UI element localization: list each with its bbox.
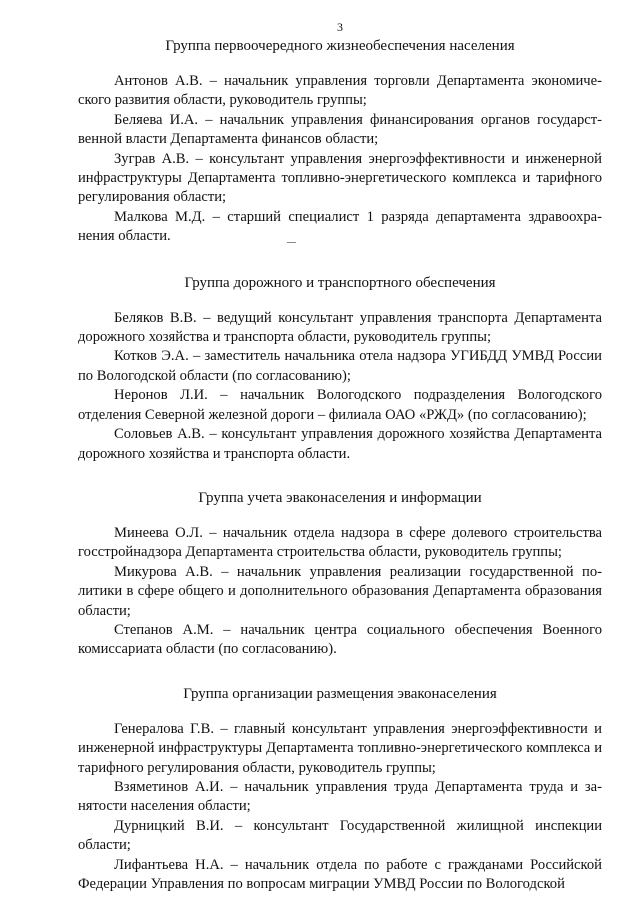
list-item: Лифантьева Н.А. – начальник отдела по работе с гражданами Российской Федерации Управления по вопросам миграции УМВД России по Вологодской <box>78 856 602 892</box>
section-evacuee-accommodation <box>78 684 602 895</box>
section-road-transport <box>78 273 602 464</box>
page-number: 3 <box>337 20 343 34</box>
list-item: Степанов А.М. – начальник центра социального обеспечения Военного комиссариата области (по согласованию). <box>78 621 602 658</box>
list-item: Соловьев А.В. – консультант управления дорожного хозяйства Департамента дорожного хозяйства и транспорта области. <box>78 426 602 462</box>
list-item: Микурова А.В. – начальник управления реализации государственной политики в сфере общего и дополнительного образования Департамента образования области; <box>78 563 602 619</box>
scan-mark <box>287 242 296 243</box>
list-item: Беляева И.А. – начальник управления финансирования органов государственной власти Департамента финансов области; <box>78 111 602 148</box>
list-item: Минеева О.Л. – начальник отдела надзора в сфере долевого строительства госстройнадзора Департамента строительства области, руководитель группы; <box>78 524 602 561</box>
list-item: Генералова Г.В. – главный консультант управления энергоэффективности и инженерной инфраструктуры Департамента топливно-энергетического комплекса и тарифного регулирования области, руководитель группы; <box>78 720 602 776</box>
list-item: Антонов А.В. – начальник управления торговли Департамента экономического развития области, руководитель группы; <box>78 73 602 109</box>
section-title: Группа дорожного и транспортного обеспечения <box>184 274 496 291</box>
list-item: Малкова М.Д. – старший специалист 1 разряда департамента здравоохранения области. <box>78 208 602 245</box>
list-item: Беляков В.В. – ведущий консультант управления транспорта Департамента дорожного хозяйства и транспорта области, руководитель группы; <box>78 309 602 346</box>
list-item: Неронов Л.И. – начальник Вологодского подразделения Вологодского отделения Северной железной дороги – филиала ОАО «РЖД» (по согласованию); <box>78 387 602 423</box>
section-title: Группа учета эваконаселения и информации <box>198 489 482 506</box>
list-item: Дурницкий В.И. – консультант Государственной жилищной инспекции области; <box>78 817 602 854</box>
section-primary-life-support <box>78 36 602 247</box>
section-evacuee-accounting <box>78 488 602 660</box>
list-item: Котков Э.А. – заместитель начальника отела надзора УГИБДД УМВД России по Вологодской области (по согласованию); <box>78 348 602 384</box>
section-title: Группа организации размещения эваконаселения <box>183 685 497 702</box>
section-title: Группа первоочередного жизнеобеспечения населения <box>165 38 515 54</box>
list-item: Взяметинов А.И. – начальник управления труда Департамента труда и занятости населения области; <box>78 778 602 815</box>
list-item: Зуграв А.В. – консультант управления энергоэффективности и инженерной инфраструктуры Департамента топливно-энергетического комплекса и тарифного регулирования области; <box>78 150 602 206</box>
document-page <box>78 20 602 894</box>
